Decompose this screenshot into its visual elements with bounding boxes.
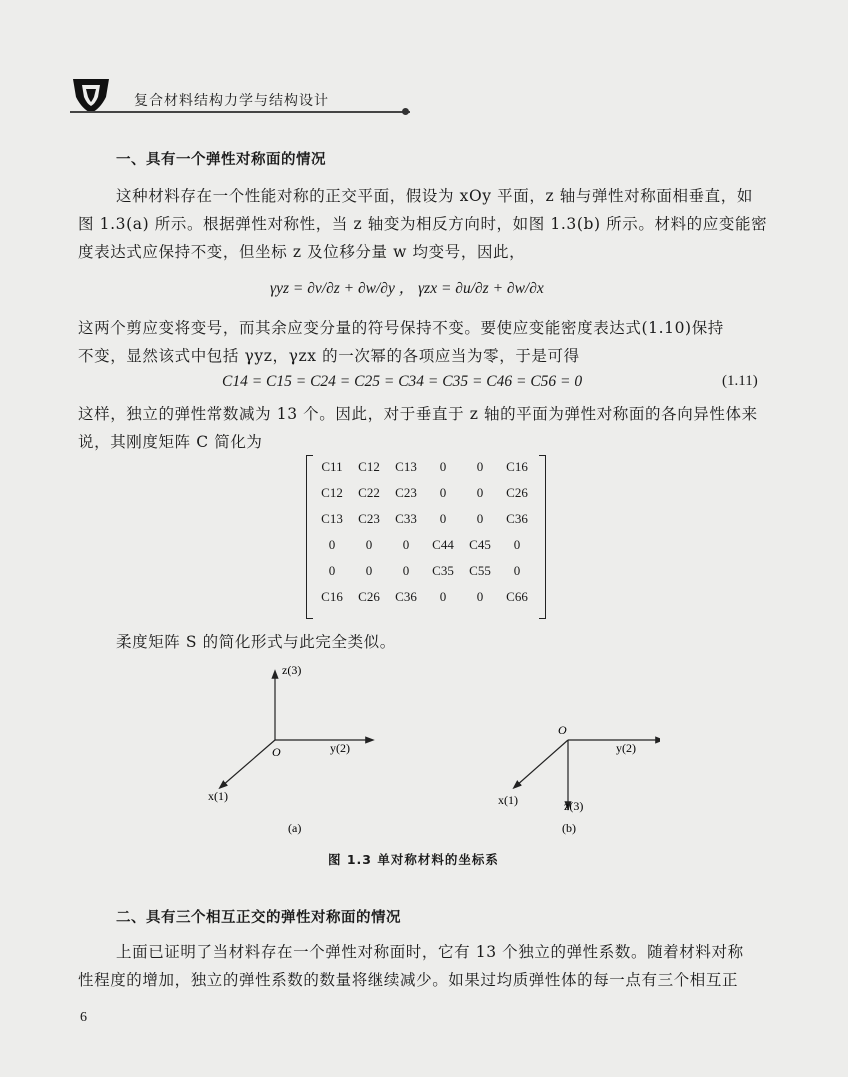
equation-1-11: C14 = C15 = C24 = C25 = C34 = C35 = C46 = C56 = 0 [222, 373, 583, 390]
label-y: y(2) [330, 741, 350, 755]
label-a: (a) [288, 821, 302, 835]
paragraph-line: 图 1.3(a) 所示。根据弹性对称性，当 z 轴变为相反方向时，如图 1.3(b) 所示。材料的应变能密 [78, 215, 768, 233]
paragraph-line: 这两个剪应变将变号，而其余应变分量的符号保持不变。要使应变能密度表达式(1.10)保持 [78, 319, 724, 337]
matrix-cell: 0 [402, 537, 410, 552]
matrix-cell: 0 [439, 459, 447, 474]
matrix-cell: C36 [395, 589, 417, 604]
matrix-cell: C16 [506, 459, 528, 474]
paragraph-line: 这样，独立的弹性常数减为 13 个。因此，对于垂直于 z 轴的平面为弹性对称面的各向异性体来 [78, 405, 758, 423]
matrix-cell: 0 [439, 589, 447, 604]
matrix-cell: C12 [321, 485, 343, 500]
matrix-cell: 0 [513, 563, 521, 578]
matrix-cell: C13 [395, 459, 417, 474]
equation-number: (1.11) [722, 373, 758, 389]
matrix-cell: C22 [358, 485, 380, 500]
matrix-cell: 0 [365, 563, 373, 578]
label-z-b: z(3) [564, 799, 584, 813]
matrix-cell: C55 [469, 563, 491, 578]
matrix-row [314, 459, 538, 481]
paragraph-line: 上面已证明了当材料存在一个弹性对称面时，它有 13 个独立的弹性系数。随着材料对称 [116, 943, 744, 961]
matrix-cell: 0 [513, 537, 521, 552]
matrix-right-bracket [539, 455, 546, 619]
matrix-cell: C33 [395, 511, 417, 526]
matrix-row [314, 537, 538, 559]
matrix-cell: C44 [432, 537, 454, 552]
matrix-cell: 0 [328, 563, 336, 578]
paragraph-line: 不变，显然该式中包括 γyz，γzx 的一次幂的各项应当为零，于是可得 [78, 347, 580, 365]
matrix-cell: 0 [365, 537, 373, 552]
matrix-cell: C35 [432, 563, 454, 578]
shear-strain-equation: γyz = ∂v/∂z + ∂w/∂y ， γzx = ∂u/∂z + ∂w/∂x [270, 280, 544, 297]
section-heading-three-planes: 二、具有三个相互正交的弹性对称面的情况 [116, 910, 401, 926]
section-heading-one-plane: 一、具有一个弹性对称面的情况 [116, 152, 326, 168]
matrix-row [314, 511, 538, 533]
matrix-cell: 0 [476, 589, 484, 604]
matrix-cell: C23 [358, 511, 380, 526]
header-rule [70, 111, 410, 113]
matrix-row [314, 563, 538, 585]
label-origin: O [272, 745, 281, 759]
matrix-cell: 0 [476, 511, 484, 526]
matrix-cell: C36 [506, 511, 528, 526]
axis-x-diagonal [222, 740, 275, 786]
matrix-cell: 0 [439, 511, 447, 526]
matrix-cell: 0 [476, 485, 484, 500]
matrix-cell: 0 [402, 563, 410, 578]
stiffness-matrix [306, 455, 546, 617]
paragraph-line: 性程度的增加，独立的弹性系数的数量将继续减少。如果过均质弹性体的每一点有三个相互正 [78, 971, 739, 989]
label-x-b: x(1) [498, 793, 518, 807]
coordinate-figure [200, 660, 660, 860]
matrix-cell: C66 [506, 589, 528, 604]
label-y-b: y(2) [616, 741, 636, 755]
matrix-cell: C13 [321, 511, 343, 526]
paragraph-line: 说，其刚度矩阵 C 简化为 [78, 433, 263, 451]
axis-x-diagonal-b [516, 740, 568, 786]
matrix-cell: C16 [321, 589, 343, 604]
header-dot [402, 108, 409, 115]
label-x: x(1) [208, 789, 228, 803]
matrix-left-bracket [306, 455, 313, 619]
label-origin-b: O [558, 723, 567, 737]
label-z: z(3) [282, 663, 302, 677]
matrix-row [314, 485, 538, 507]
paragraph-line: 度表达式应保持不变，但坐标 z 及位移分量 w 均变号，因此， [78, 243, 526, 261]
matrix-cell: C11 [321, 459, 343, 474]
paragraph-line: 这种材料存在一个性能对称的正交平面，假设为 xOy 平面，z 轴与弹性对称面相垂直，如 [116, 187, 753, 205]
label-b: (b) [562, 821, 576, 835]
figure-caption: 图 1.3 单对称材料的坐标系 [328, 852, 499, 867]
matrix-row [314, 589, 538, 611]
running-header-title: 复合材料结构力学与结构设计 [134, 93, 329, 109]
matrix-cell: C12 [358, 459, 380, 474]
matrix-cell: C23 [395, 485, 417, 500]
matrix-cell: C45 [469, 537, 491, 552]
matrix-cell: C26 [358, 589, 380, 604]
matrix-cell: C26 [506, 485, 528, 500]
matrix-cell: 0 [439, 485, 447, 500]
paragraph-line: 柔度矩阵 S 的简化形式与此完全类似。 [116, 633, 396, 651]
matrix-cell: 0 [328, 537, 336, 552]
matrix-cell: 0 [476, 459, 484, 474]
page-number: 6 [80, 1010, 87, 1025]
